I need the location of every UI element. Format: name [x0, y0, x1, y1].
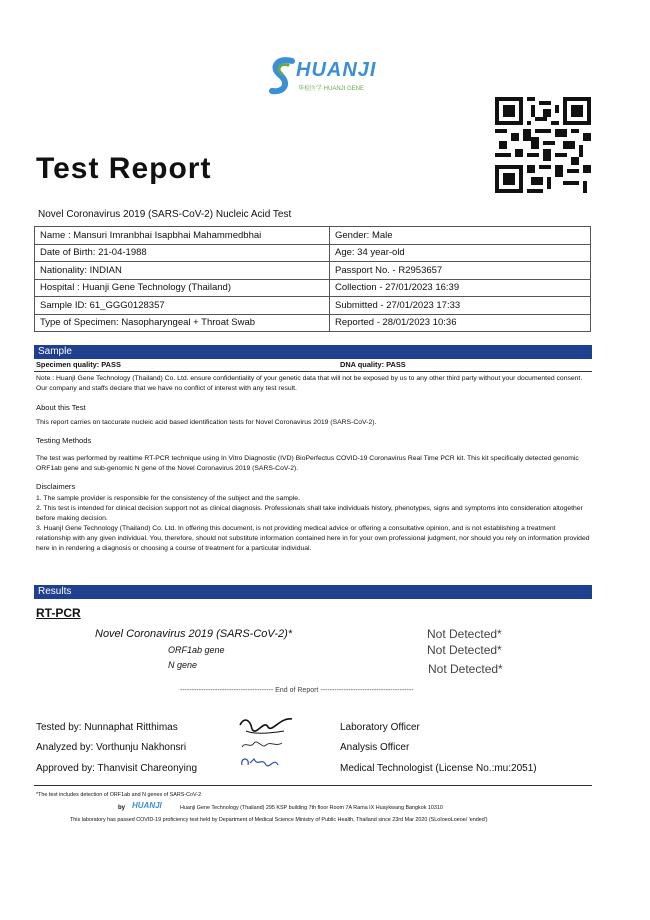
result-value-sars-cov-2: Not Detected*	[427, 627, 502, 641]
results-section-header: Results	[34, 585, 592, 599]
approved-by-role: Medical Technologist (License No.:mu:2051)	[340, 763, 537, 774]
patient-passport: Passport No. - R2953657	[330, 262, 591, 280]
report-subtitle: Novel Coronavirus 2019 (SARS-CoV-2) Nucleic Acid Test	[38, 209, 292, 220]
analyzed-by: Analyzed by: Vorthunju Nakhonsri	[36, 742, 187, 753]
logo-brand: HUANJI	[296, 59, 377, 81]
reported-time: Reported - 28/01/2023 10:36	[330, 314, 591, 332]
methods-heading: Testing Methods	[36, 436, 92, 445]
analyzed-by-role: Analysis Officer	[340, 742, 410, 753]
footer-address: Huanji Gene Technology (Thailand) 295 KSP building 7th floor Room 7A Rama IX Huaykwang Bangkok 10310	[180, 805, 443, 811]
hospital: Hospital : Huanji Gene Technology (Thailand)	[35, 279, 330, 297]
footer-logo: HUANJI	[132, 801, 162, 810]
specimen-quality: Specimen quality: PASS	[36, 360, 121, 369]
patient-nationality: Nationality: INDIAN	[35, 262, 330, 280]
list-item: 1. The sample provider is responsible for the consistency of the subject and the sample.	[36, 495, 300, 502]
table-row	[35, 227, 591, 245]
sample-section-header: Sample	[34, 345, 592, 359]
table-row	[35, 262, 591, 280]
disclaimers-list	[36, 494, 591, 554]
specimen-type: Type of Specimen: Nasopharyngeal + Throat Swab	[35, 314, 330, 332]
table-row	[35, 297, 591, 315]
method-label: RT-PCR	[36, 606, 81, 620]
dna-quality: DNA quality: PASS	[340, 360, 406, 369]
submitted-time: Submitted - 27/01/2023 17:33	[330, 297, 591, 315]
about-heading: About this Test	[36, 403, 86, 412]
methods-text: The test was performed by realtime RT-PCR technique using In Vitro Diagnostic (IVD) BioPerfectus COVID-19 Coronavirus Real Time PCR kit. This kit specifically detected genomic ORF1ab gene and sub-genomic N gene of the Novel Coronavirus 2019 (SARS-CoV-2).	[36, 455, 579, 472]
approved-by: Approved by: Thanvisit Chareonying	[36, 763, 198, 774]
footer-by: by	[118, 805, 126, 811]
list-item: 2. This test is intended for clinical decision support not as clinical diagnosis. Professionals shall take individuals history, phenotypes, signs and symptoms into consideration altogether before making decision.	[36, 505, 583, 522]
patient-name: Name : Mansuri Imranbhai Isapbhai Mahammedbhai	[35, 227, 330, 245]
table-row	[35, 244, 591, 262]
list-item: 3. HuanjI Gene Technology (Thailand) Co. Ltd. In offering this document, is not providing medical advice or offering a consultative opinion, and is not establishing a treatment relationship with any given individual. You, therefore, should not substitute information contained here in for your own professional judgment, nor should you rely on information provided here in in rendering a diagnosis or choosing a course of treatment for a particular individual.	[36, 525, 590, 552]
patient-age: Age: 34 year-old	[330, 244, 591, 262]
logo-s-mark-icon	[268, 55, 298, 97]
sample-id: Sample ID: 61_GGG0128357	[35, 297, 330, 315]
patient-gender: Gender: Male	[330, 227, 591, 245]
table-row	[35, 314, 591, 332]
result-name-sars-cov-2: Novel Coronavirus 2019 (SARS-CoV-2)*	[95, 628, 293, 640]
footer-note: *The test includes detection of ORF1ab and N genes of SARS-CoV-2	[36, 792, 202, 798]
report-title: Test Report	[36, 152, 212, 185]
result-name-orf1ab: ORF1ab gene	[168, 645, 225, 655]
divider	[34, 371, 592, 372]
patient-dob: Date of Birth: 21-04-1988	[35, 244, 330, 262]
qr-code	[495, 97, 591, 193]
disclaimers-heading: Disclaimers	[36, 482, 76, 491]
logo-tagline: 华检医学 HUANJI GENE	[298, 86, 365, 92]
patient-info-table	[34, 226, 591, 332]
about-text: This report carries on taccurate nucleic acid based identification tests for Novel Coronavirus 2019 (SARS-CoV-2).	[36, 419, 377, 426]
table-row	[35, 279, 591, 297]
company-logo	[268, 55, 408, 97]
footer-accreditation: This laboratory has passed COVID-19 proficiency test held by Department of Medical Science Ministry of Public Health, Thailand since 23rd Mar 2020 (SLoIoeoLoeoe/ 'ended')	[70, 817, 488, 823]
tested-by: Tested by: Nunnaphat Ritthimas	[36, 722, 178, 733]
result-value-n-gene: Not Detected*	[428, 662, 503, 676]
confidentiality-note: Note : HuanjI Gene Technology (Thailand) Co. Ltd. ensure confidentiality of your genetic data that will not be exposed by us to any other third party without your documented consent. Our company and staffs declare that we have no conflict of interest with any test result.	[36, 375, 583, 392]
tested-by-role: Laboratory Officer	[340, 722, 420, 733]
signature-images	[236, 713, 296, 783]
collection-time: Collection - 27/01/2023 16:39	[330, 279, 591, 297]
result-value-orf1ab: Not Detected*	[427, 643, 502, 657]
result-name-n-gene: N gene	[168, 660, 198, 670]
end-of-report: ---------------------------------------- End of Report ----------------------------------------	[180, 687, 414, 694]
footer-divider	[34, 785, 592, 786]
